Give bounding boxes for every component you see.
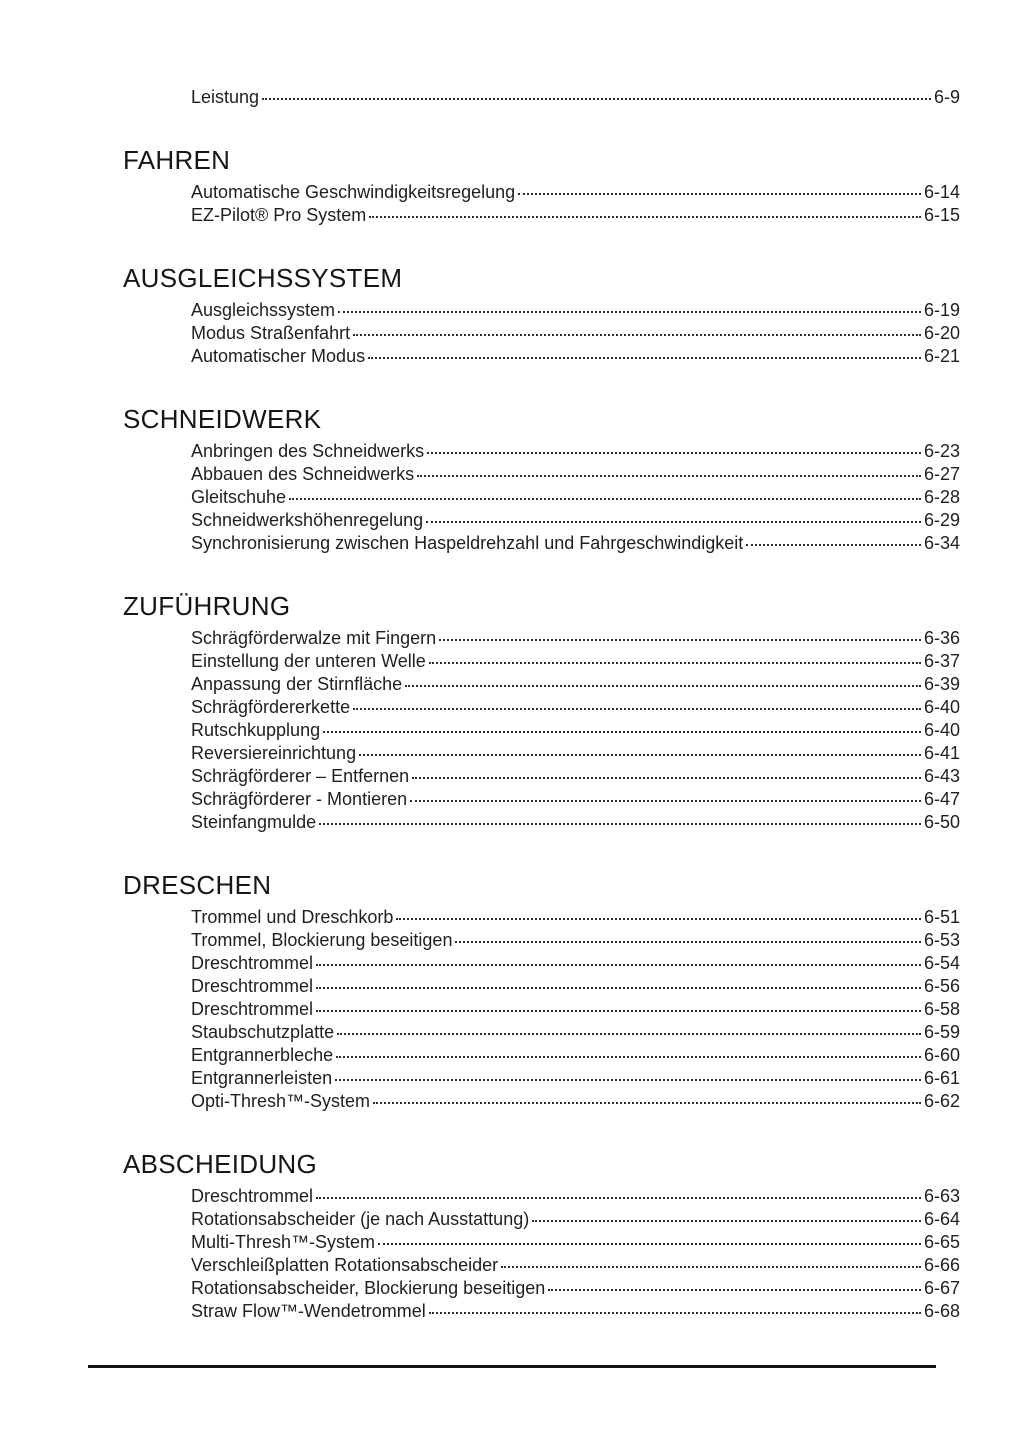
entry-title: Entgrannerleisten	[191, 1068, 333, 1088]
dot-leader	[359, 754, 921, 756]
entry-title: Automatischer Modus	[191, 346, 366, 366]
entry-page-number: 6-60	[923, 1045, 960, 1065]
footer-rule	[88, 1365, 936, 1368]
toc-entry	[191, 650, 960, 673]
entry-title: Gleitschuhe	[191, 487, 287, 507]
section-entries	[191, 1185, 960, 1323]
dot-leader	[369, 216, 921, 218]
dot-leader	[429, 662, 921, 664]
toc-entry	[191, 1300, 960, 1323]
entry-page-number: 6-40	[923, 720, 960, 740]
entry-title: Multi-Thresh™-System	[191, 1232, 376, 1252]
section-heading: ABSCHEIDUNG	[123, 1149, 317, 1179]
entry-page-number: 6-41	[923, 743, 960, 763]
dot-leader	[746, 544, 921, 546]
entry-title: Schneidwerkshöhenregelung	[191, 510, 424, 530]
toc-entry	[191, 1254, 960, 1277]
dot-leader	[316, 1010, 921, 1012]
dot-leader	[373, 1102, 921, 1104]
toc-entry	[191, 1277, 960, 1300]
section-heading: DRESCHEN	[123, 870, 272, 900]
toc-entry	[191, 627, 960, 650]
dot-leader	[396, 918, 921, 920]
dot-leader	[417, 475, 921, 477]
entry-title: Trommel und Dreschkorb	[191, 907, 394, 927]
entry-page-number: 6-50	[923, 812, 960, 832]
toc-entry	[191, 345, 960, 368]
toc-entry	[191, 906, 960, 929]
entry-page-number: 6-9	[933, 87, 960, 107]
entry-page-number: 6-34	[923, 533, 960, 553]
toc-entry	[191, 673, 960, 696]
entry-title: Staubschutzplatte	[191, 1022, 335, 1042]
dot-leader	[426, 521, 921, 523]
dot-leader	[338, 311, 921, 313]
dot-leader	[368, 357, 921, 359]
entry-title: Einstellung der unteren Welle	[191, 651, 426, 671]
entry-title: Ausgleichssystem	[191, 300, 336, 320]
entry-page-number: 6-56	[923, 976, 960, 996]
entry-title: Dreschtrommel	[191, 976, 314, 996]
entry-title: Schrägförderer – Entfernen	[191, 766, 410, 786]
entry-title: Abbauen des Schneidwerks	[191, 464, 415, 484]
section-entries	[191, 86, 960, 109]
dot-leader	[316, 1197, 921, 1199]
dot-leader	[412, 777, 921, 779]
entry-page-number: 6-47	[923, 789, 960, 809]
toc-entry	[191, 486, 960, 509]
toc-entry	[191, 1021, 960, 1044]
entry-title: Automatische Geschwindigkeitsregelung	[191, 182, 516, 202]
toc-entry	[191, 929, 960, 952]
dot-leader	[532, 1220, 921, 1222]
dot-leader	[548, 1289, 921, 1291]
dot-leader	[353, 708, 921, 710]
entry-page-number: 6-67	[923, 1278, 960, 1298]
dot-leader	[262, 98, 931, 100]
toc-entry	[191, 204, 960, 227]
section-heading: FAHREN	[123, 145, 231, 175]
dot-leader	[316, 987, 921, 989]
entry-page-number: 6-59	[923, 1022, 960, 1042]
entry-title: Synchronisierung zwischen Haspeldrehzahl und Fahrgeschwindigkeit	[191, 533, 744, 553]
toc-entry	[191, 696, 960, 719]
dot-leader	[455, 941, 921, 943]
entry-title: Anbringen des Schneidwerks	[191, 441, 425, 461]
toc-section	[123, 86, 960, 109]
dot-leader	[337, 1033, 921, 1035]
dot-leader	[405, 685, 921, 687]
toc-entry	[191, 1231, 960, 1254]
entry-page-number: 6-29	[923, 510, 960, 530]
section-entries	[191, 906, 960, 1113]
toc-entry	[191, 742, 960, 765]
entry-title: Opti-Thresh™-System	[191, 1091, 371, 1111]
entry-page-number: 6-39	[923, 674, 960, 694]
toc-entry	[191, 86, 960, 109]
toc-entry	[191, 811, 960, 834]
section-entries	[191, 181, 960, 227]
entry-title: Dreschtrommel	[191, 1186, 314, 1206]
toc-entry	[191, 299, 960, 322]
entry-page-number: 6-54	[923, 953, 960, 973]
section-entries	[191, 299, 960, 368]
dot-leader	[410, 800, 921, 802]
entry-page-number: 6-23	[923, 441, 960, 461]
toc-entry	[191, 1185, 960, 1208]
entry-page-number: 6-63	[923, 1186, 960, 1206]
entry-title: Trommel, Blockierung beseitigen	[191, 930, 453, 950]
entry-page-number: 6-36	[923, 628, 960, 648]
entry-title: Rutschkupplung	[191, 720, 321, 740]
dot-leader	[289, 498, 921, 500]
dot-leader	[353, 334, 921, 336]
entry-title: Reversiereinrichtung	[191, 743, 357, 763]
entry-title: Entgrannerbleche	[191, 1045, 334, 1065]
toc-entry	[191, 1067, 960, 1090]
toc-entry	[191, 440, 960, 463]
entry-page-number: 6-21	[923, 346, 960, 366]
entry-page-number: 6-40	[923, 697, 960, 717]
dot-leader	[316, 964, 921, 966]
dot-leader	[378, 1243, 921, 1245]
toc-entry	[191, 1208, 960, 1231]
entry-page-number: 6-37	[923, 651, 960, 671]
entry-title: Leistung	[191, 87, 260, 107]
toc-entry	[191, 532, 960, 555]
toc-section	[123, 870, 960, 1113]
dot-leader	[429, 1312, 921, 1314]
entry-title: Schrägförderer - Montieren	[191, 789, 408, 809]
dot-leader	[323, 731, 921, 733]
entry-page-number: 6-53	[923, 930, 960, 950]
toc-section	[123, 263, 960, 368]
toc-sections	[0, 86, 1024, 1323]
toc-entry	[191, 1044, 960, 1067]
entry-title: Dreschtrommel	[191, 999, 314, 1019]
entry-title: Verschleißplatten Rotationsabscheider	[191, 1255, 499, 1275]
toc-section	[123, 591, 960, 834]
entry-page-number: 6-43	[923, 766, 960, 786]
toc-entry	[191, 1090, 960, 1113]
entry-page-number: 6-68	[923, 1301, 960, 1321]
entry-title: EZ-Pilot® Pro System	[191, 205, 367, 225]
toc-entry	[191, 719, 960, 742]
toc-section	[123, 1149, 960, 1323]
toc-entry	[191, 463, 960, 486]
entry-page-number: 6-66	[923, 1255, 960, 1275]
entry-page-number: 6-20	[923, 323, 960, 343]
section-entries	[191, 440, 960, 555]
entry-page-number: 6-62	[923, 1091, 960, 1111]
entry-title: Schrägfördererkette	[191, 697, 351, 717]
entry-title: Dreschtrommel	[191, 953, 314, 973]
entry-page-number: 6-61	[923, 1068, 960, 1088]
section-entries	[191, 627, 960, 834]
toc-section	[123, 145, 960, 227]
entry-page-number: 6-64	[923, 1209, 960, 1229]
entry-page-number: 6-51	[923, 907, 960, 927]
entry-title: Anpassung der Stirnfläche	[191, 674, 403, 694]
dot-leader	[319, 823, 921, 825]
entry-title: Rotationsabscheider, Blockierung beseitigen	[191, 1278, 546, 1298]
entry-title: Straw Flow™-Wendetrommel	[191, 1301, 426, 1321]
section-heading: SCHNEIDWERK	[123, 404, 322, 434]
dot-leader	[518, 193, 921, 195]
toc-entry	[191, 322, 960, 345]
dot-leader	[439, 639, 921, 641]
entry-title: Steinfangmulde	[191, 812, 317, 832]
entry-page-number: 6-65	[923, 1232, 960, 1252]
entry-page-number: 6-15	[923, 205, 960, 225]
entry-title: Rotationsabscheider (je nach Ausstattung)	[191, 1209, 530, 1229]
section-heading: ZUFÜHRUNG	[123, 591, 291, 621]
toc-entry	[191, 509, 960, 532]
entry-page-number: 6-14	[923, 182, 960, 202]
toc-entry	[191, 975, 960, 998]
entry-page-number: 6-58	[923, 999, 960, 1019]
toc-entry	[191, 765, 960, 788]
toc-entry	[191, 181, 960, 204]
dot-leader	[335, 1079, 921, 1081]
toc-entry	[191, 788, 960, 811]
entry-title: Schrägförderwalze mit Fingern	[191, 628, 437, 648]
dot-leader	[501, 1266, 921, 1268]
toc-section	[123, 404, 960, 555]
entry-title: Modus Straßenfahrt	[191, 323, 351, 343]
toc-entry	[191, 952, 960, 975]
dot-leader	[427, 452, 921, 454]
entry-page-number: 6-28	[923, 487, 960, 507]
entry-page-number: 6-19	[923, 300, 960, 320]
dot-leader	[336, 1056, 921, 1058]
section-heading: AUSGLEICHSSYSTEM	[123, 263, 403, 293]
toc-entry	[191, 998, 960, 1021]
entry-page-number: 6-27	[923, 464, 960, 484]
